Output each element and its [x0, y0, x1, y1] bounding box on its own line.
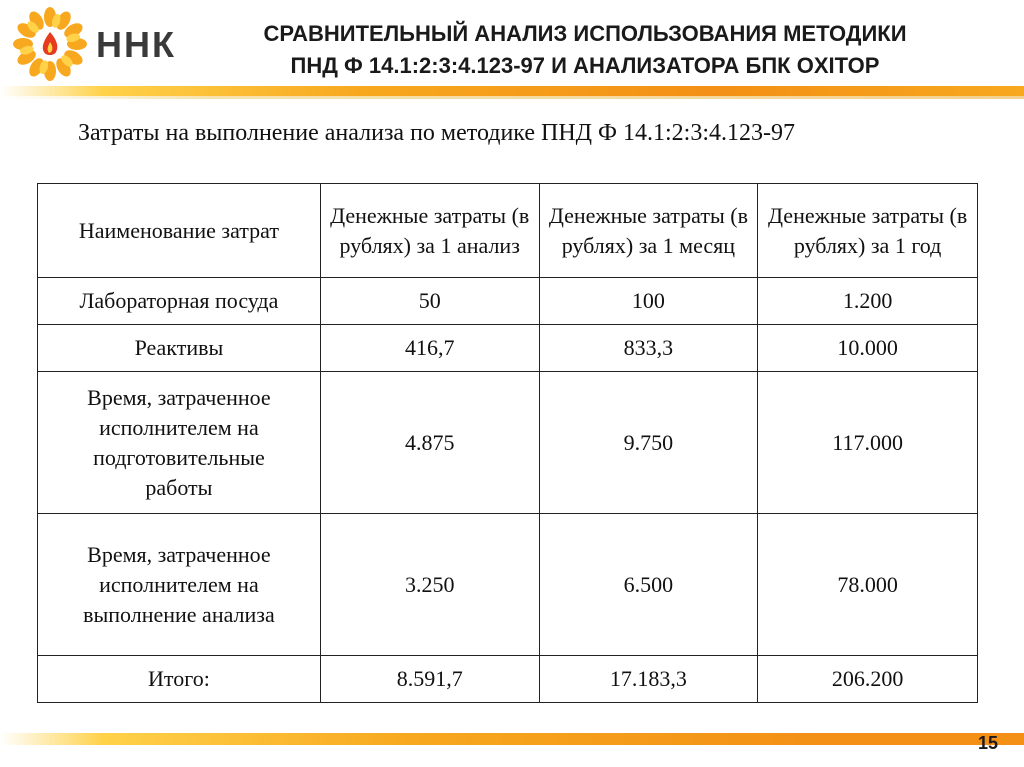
page-number: 15 [977, 733, 998, 753]
header-stripe-thin [0, 96, 1024, 99]
sun-flame-icon [10, 4, 90, 84]
title-line-2: ПНД Ф 14.1:2:3:4.123-97 И АНАЛИЗАТОРА БПК OXITOP [290, 53, 880, 78]
table-row [38, 325, 978, 372]
cell-per-analysis: 4.875 [320, 372, 539, 514]
page-title [185, 18, 985, 82]
cell-total-per-analysis: 8.591,7 [320, 656, 539, 703]
table-row [38, 514, 978, 656]
cell-per-year: 78.000 [758, 514, 978, 656]
header-stripe [0, 86, 1024, 96]
cell-per-analysis: 416,7 [320, 325, 539, 372]
cell-cost-name: Время, затраченное исполнителем на подготовительные работы [38, 372, 321, 514]
cell-cost-name: Время, затраченное исполнителем на выполнение анализа [38, 514, 321, 656]
header-per-analysis: Денежные затраты (в рублях) за 1 анализ [320, 184, 539, 278]
cell-per-year: 10.000 [758, 325, 978, 372]
logo-text: ННК [96, 24, 176, 65]
cell-cost-name: Реактивы [38, 325, 321, 372]
footer-stripe [0, 733, 1024, 745]
cell-per-month: 100 [539, 278, 758, 325]
cell-per-analysis: 50 [320, 278, 539, 325]
cell-total-per-year: 206.200 [758, 656, 978, 703]
table-row [38, 278, 978, 325]
company-logo [10, 4, 180, 84]
header-per-year: Денежные затраты (в рублях) за 1 год [758, 184, 978, 278]
table-header-row [38, 184, 978, 278]
title-line-1: СРАВНИТЕЛЬНЫЙ АНАЛИЗ ИСПОЛЬЗОВАНИЯ МЕТОДИКИ [263, 21, 907, 46]
subtitle: Затраты на выполнение анализа по методике ПНД Ф 14.1:2:3:4.123-97 [78, 120, 796, 146]
cell-per-month: 9.750 [539, 372, 758, 514]
costs-table [37, 183, 978, 703]
cell-total-label: Итого: [38, 656, 321, 703]
cell-per-year: 1.200 [758, 278, 978, 325]
header-per-month: Денежные затраты (в рублях) за 1 месяц [539, 184, 758, 278]
cell-per-month: 6.500 [539, 514, 758, 656]
header-cost-name: Наименование затрат [38, 184, 321, 278]
cell-cost-name: Лабораторная посуда [38, 278, 321, 325]
table-total-row [38, 656, 978, 703]
table-row [38, 372, 978, 514]
cell-per-month: 833,3 [539, 325, 758, 372]
cell-total-per-month: 17.183,3 [539, 656, 758, 703]
cell-per-analysis: 3.250 [320, 514, 539, 656]
cell-per-year: 117.000 [758, 372, 978, 514]
